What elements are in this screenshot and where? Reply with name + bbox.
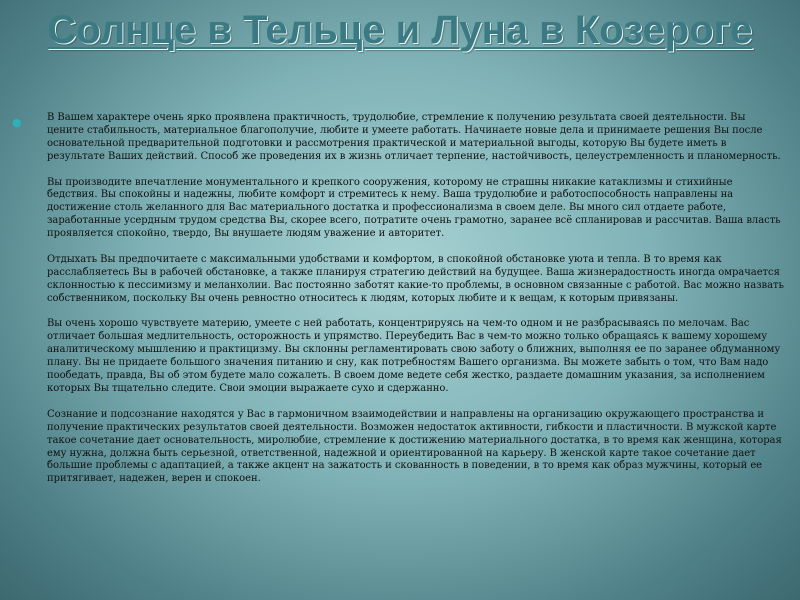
paragraph-4: Вы очень хорошо чувствуете материю, умеете с ней работать, концентрируясь на чем-то одном и не разбрасываясь по мелочам. Вас отличает большая медлительность, осторожность и упрямство. Переубедить Вас в чем-то можно только обращаясь к вашему хорошему аналитическому мышлению и практицизму. Вы склонны регламентировать свою заботу о ближних, выполняя ее по заранее обдуманному плану. Вы не придаете большого значения питанию и сну, как потребностям Вашего организма. Вы можете забыть о том, что Вам надо пообедать, правда, Вы об этом будете мало сожалеть. В своем доме ведете себя жестко, раздаете домашним указания, за исполнением которых Вы тщательно следите. Свои эмоции выражаете сухо и сдержанно. — [47, 318, 781, 394]
paragraph-2: Вы производите впечатление монументального и крепкого сооружения, которому не страшны никакие катаклизмы и стихийные бедствия. Вы спокойны и надежны, любите комфорт и стремитесь к нему. Ваша трудолюбие и работоспособность направлены на достижение столь желанного для Вас материального достатка и профессионализма в своем деле. Вы много сил отдаете работе, заработанные усердным трудом средства Вы, скорее всего, потратите очень грамотно, заранее всё спланировав и рассчитав. Ваша власть проявляется спокойно, твердо, Вы внушаете людям уважение и авторитет. — [47, 176, 781, 240]
slide-body: ● В Вашем характере очень ярко проявлена практичность, трудолюбие, стремление к получению результата своей деятельности. Вы цените стабильность, материальное благополучие, любите и умеете работать. Начинаете новые дела и принимаете решения Вы после основательной предварительной подготовки и рассмотрения практической и материальной выгоды, которую Вы будете иметь в результате Ваших действий. Способ же проведения их в жизнь отличает терпение, настойчивость, целеустремленность и планомерность. Вы производите впечатление монументального и крепкого сооружения, которому не страшны никакие катаклизмы и стихийные бедствия. Вы спокойны и надежны, любите комфорт и стремитесь к нему. Ваша трудолюбие и работоспособность направлены на достижение столь желанного для Вас материального достатка и профессионализма в своем деле. Вы много сил отдаете работе, заработанные усердным трудом средства Вы, скорее всего, потратите очень грамотно, заранее всё спланировав и рассчитав. Ваша власть проявляется спокойно, твердо, Вы внушаете людям уважение и авторитет. Отдыхать Вы предпочитаете с максимальными удобствами и комфортом, в спокойной обстановке уюта и тепла. В то время как расслабляетесь Вы в рабочей обстановке, а также планируя стратегию действий на будущее. Ваша жизнерадостность иногда омрачается склонностью к пессимизму и меланхолии. Вас постоянно заботят какие-то проблемы, в основном связанные с работой. Вас можно назвать собственником, поскольку Вы очень ревностно относитесь к людям, которых любите и к вещам, к которым привязаны. Вы очень хорошо чувствуете материю, умеете с ней работать, концентрируясь на чем-то одном и не разбрасываясь по мелочам. Вас отличает большая медлительность, осторожность и упрямство. Переубедить Вас в чем-то можно только обращаясь к вашему хорошему аналитическому мышлению и практицизму. Вы склонны регламентировать свою заботу о ближних, выполняя ее по заранее обдуманному плану. Вы не придаете большого значения питанию и сну, как потребностям Вашего организма. Вы можете забыть о том, что Вам надо пообедать, правда, Вы об этом будете мало сожалеть. В своем доме ведете себя жестко, раздаете домашним указания, за исполнением которых Вы тщательно следите. Свои эмоции выражаете сухо и сдержанно. Сознание и подсознание находятся у Вас в гармоничном взаимодействии и направлены на организацию окружающего пространства и получение практических результатов своей деятельности. Возможен недостаток активности, гибкости и пластичности. В мужской карте такое сочетание дает основательность, миролюбие, стремление к достижению материального достатка, в то время как женщина, которая ему нужна, должна быть серьезной, ответственной, надежной и ориентированной на карьеру. В женской карте такое сочетание дает большие проблемы с адаптацией, а также акцент на зажатость и скованность в поведении, в то время как образ мужчины, который ее притягивает, надежен, верен и спокоен. — [12, 112, 784, 485]
paragraph-1: В Вашем характере очень ярко проявлена практичность, трудолюбие, стремление к получению результата своей деятельности. Вы цените стабильность, материальное благополучие, любите и умеете работать. Начинаете новые дела и принимаете решения Вы после основательной предварительной подготовки и рассмотрения практической и материальной выгоды, которую Вы будете иметь в результате Ваших действий. Способ же проведения их в жизнь отличает терпение, настойчивость, целеустремленность и планомерность. — [47, 112, 781, 162]
paragraph-3: Отдыхать Вы предпочитаете с максимальными удобствами и комфортом, в спокойной обстановке уюта и тепла. В то время как расслабляетесь Вы в рабочей обстановке, а также планируя стратегию действий на будущее. Ваша жизнерадостность иногда омрачается склонностью к пессимизму и меланхолии. Вас постоянно заботят какие-то проблемы, в основном связанные с работой. Вас можно назвать собственником, поскольку Вы очень ревностно относитесь к людям, которых любите и к вещам, к которым привязаны. — [47, 253, 784, 304]
paragraph-5: Сознание и подсознание находятся у Вас в гармоничном взаимодействии и направлены на организацию окружающего пространства и получение практических результатов своей деятельности. Возможен недостаток активности, гибкости и пластичности. В мужской карте такое сочетание дает основательность, миролюбие, стремление к достижению материального достатка, в то время как женщина, которая ему нужна, должна быть серьезной, ответственной, надежной и ориентированной на карьеру. В женской карте такое сочетание дает большие проблемы с адаптацией, а также акцент на зажатость и скованность в поведении, в то время как образ мужчины, который ее притягивает, надежен, верен и спокоен. — [47, 408, 782, 485]
body-text — [47, 112, 785, 486]
slide-title: Солнце в Тельце и Луна в Козероге — [47, 8, 753, 52]
